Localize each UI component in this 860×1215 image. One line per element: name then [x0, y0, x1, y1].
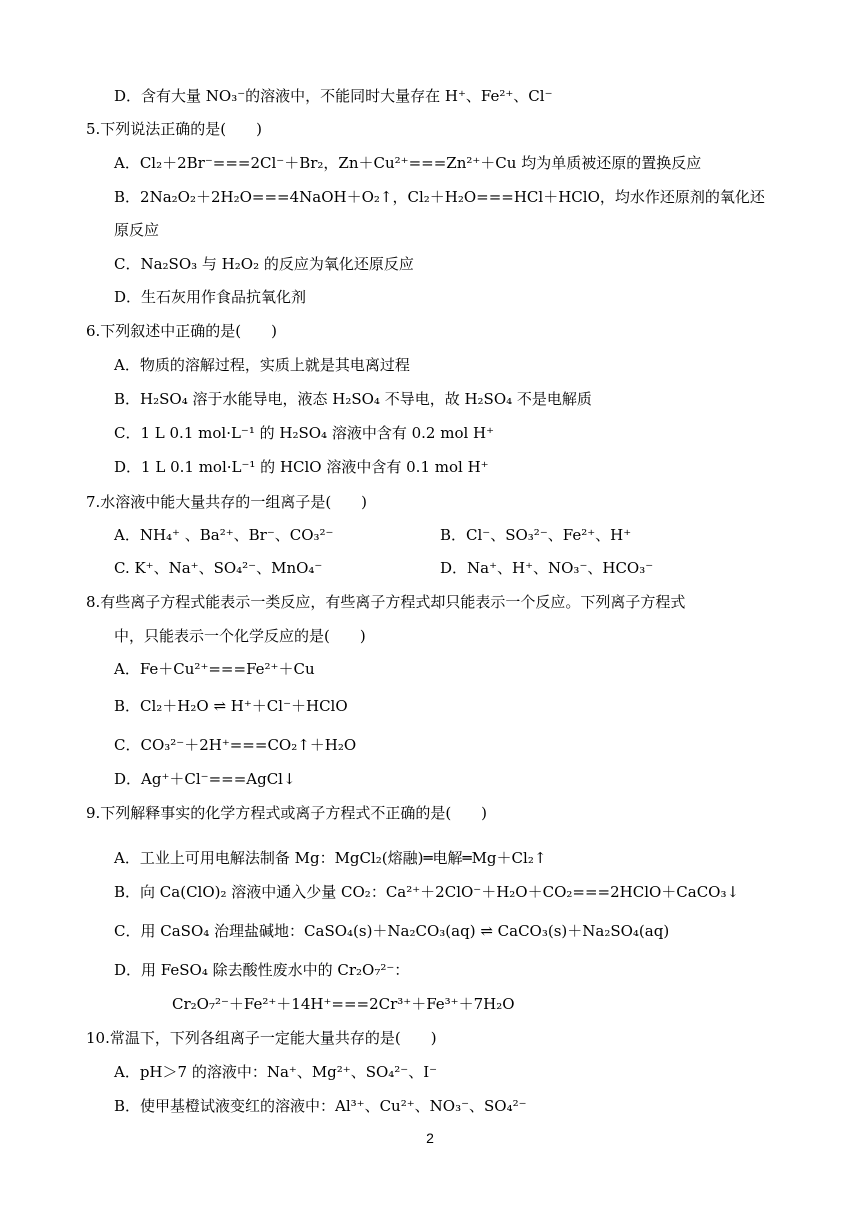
q7-option-d: D．Na⁺、H⁺、NO₃⁻、HCO₃⁻ — [440, 559, 654, 577]
q6-option-d: D．1 L 0.1 mol·L⁻¹ 的 HClO 溶液中含有 0.1 mol H⁺ — [114, 458, 489, 476]
q8-option-b: B．Cl₂＋H₂O ⇌ H⁺＋Cl⁻＋HClO — [114, 697, 348, 715]
q4-option-d: D．含有大量 NO₃⁻的溶液中，不能同时大量存在 H⁺、Fe²⁺、Cl⁻ — [114, 87, 553, 105]
q8-option-d: D．Ag⁺＋Cl⁻===AgCl↓ — [114, 770, 296, 788]
q8-option-a: A．Fe＋Cu²⁺===Fe²⁺＋Cu — [114, 660, 315, 678]
question-7-stem: 7.水溶液中能大量共存的一组离子是( ) — [86, 493, 368, 511]
question-6-stem: 6.下列叙述中正确的是( ) — [86, 322, 278, 340]
page-number: 2 — [426, 1130, 434, 1146]
q10-option-b: B．使甲基橙试液变红的溶液中：Al³⁺、Cu²⁺、NO₃⁻、SO₄²⁻ — [114, 1097, 527, 1115]
q7-option-a: A．NH₄⁺ 、Ba²⁺、Br⁻、CO₃²⁻ — [114, 526, 334, 544]
q5-option-d: D．生石灰用作食品抗氧化剂 — [114, 288, 307, 306]
q5-option-b: B．2Na₂O₂＋2H₂O===4NaOH＋O₂↑，Cl₂＋H₂O===HCl＋HClO，均水作还原剂的氧化还 — [114, 188, 765, 206]
q9-option-d: D．用 FeSO₄ 除去酸性废水中的 Cr₂O₇²⁻： — [114, 961, 410, 979]
q5-option-b-cont: 原反应 — [114, 221, 160, 239]
q5-option-c: C．Na₂SO₃ 与 H₂O₂ 的反应为氧化还原反应 — [114, 255, 414, 273]
q8-option-c: C．CO₃²⁻＋2H⁺===CO₂↑＋H₂O — [114, 736, 357, 754]
q9-option-a: A．工业上可用电解法制备 Mg：MgCl₂(熔融)═电解═Mg＋Cl₂↑ — [114, 849, 547, 867]
q10-option-a: A．pH＞7 的溶液中：Na⁺、Mg²⁺、SO₄²⁻、I⁻ — [114, 1063, 438, 1081]
question-5-stem: 5.下列说法正确的是( ) — [86, 120, 263, 138]
q9-option-d-equation: Cr₂O₇²⁻＋Fe²⁺＋14H⁺===2Cr³⁺＋Fe³⁺＋7H₂O — [172, 995, 515, 1013]
question-8-stem: 8.有些离子方程式能表示一类反应，有些离子方程式却只能表示一个反应。下列离子方程式 — [86, 593, 686, 611]
q7-option-c: C. K⁺、Na⁺、SO₄²⁻、MnO₄⁻ — [114, 559, 323, 577]
q9-option-c: C．用 CaSO₄ 治理盐碱地：CaSO₄(s)＋Na₂CO₃(aq) ⇌ CaCO₃(s)＋Na₂SO₄(aq) — [114, 922, 670, 940]
q6-option-a: A．物质的溶解过程，实质上就是其电离过程 — [114, 356, 410, 374]
question-10-stem: 10.常温下，下列各组离子一定能大量共存的是( ) — [86, 1029, 437, 1047]
q9-option-b: B．向 Ca(ClO)₂ 溶液中通入少量 CO₂：Ca²⁺＋2ClO⁻＋H₂O＋CO₂===2HClO＋CaCO₃↓ — [114, 883, 740, 901]
q5-option-a: A．Cl₂＋2Br⁻===2Cl⁻＋Br₂，Zn＋Cu²⁺===Zn²⁺＋Cu 均为单质被还原的置换反应 — [114, 154, 702, 172]
question-8-stem-cont: 中，只能表示一个化学反应的是( ) — [114, 627, 366, 645]
question-9-stem: 9.下列解释事实的化学方程式或离子方程式不正确的是( ) — [86, 804, 488, 822]
q7-option-b: B．Cl⁻、SO₃²⁻、Fe²⁺、H⁺ — [440, 526, 632, 544]
q6-option-c: C．1 L 0.1 mol·L⁻¹ 的 H₂SO₄ 溶液中含有 0.2 mol H⁺ — [114, 424, 495, 442]
q6-option-b: B．H₂SO₄ 溶于水能导电，液态 H₂SO₄ 不导电，故 H₂SO₄ 不是电解质 — [114, 390, 592, 408]
